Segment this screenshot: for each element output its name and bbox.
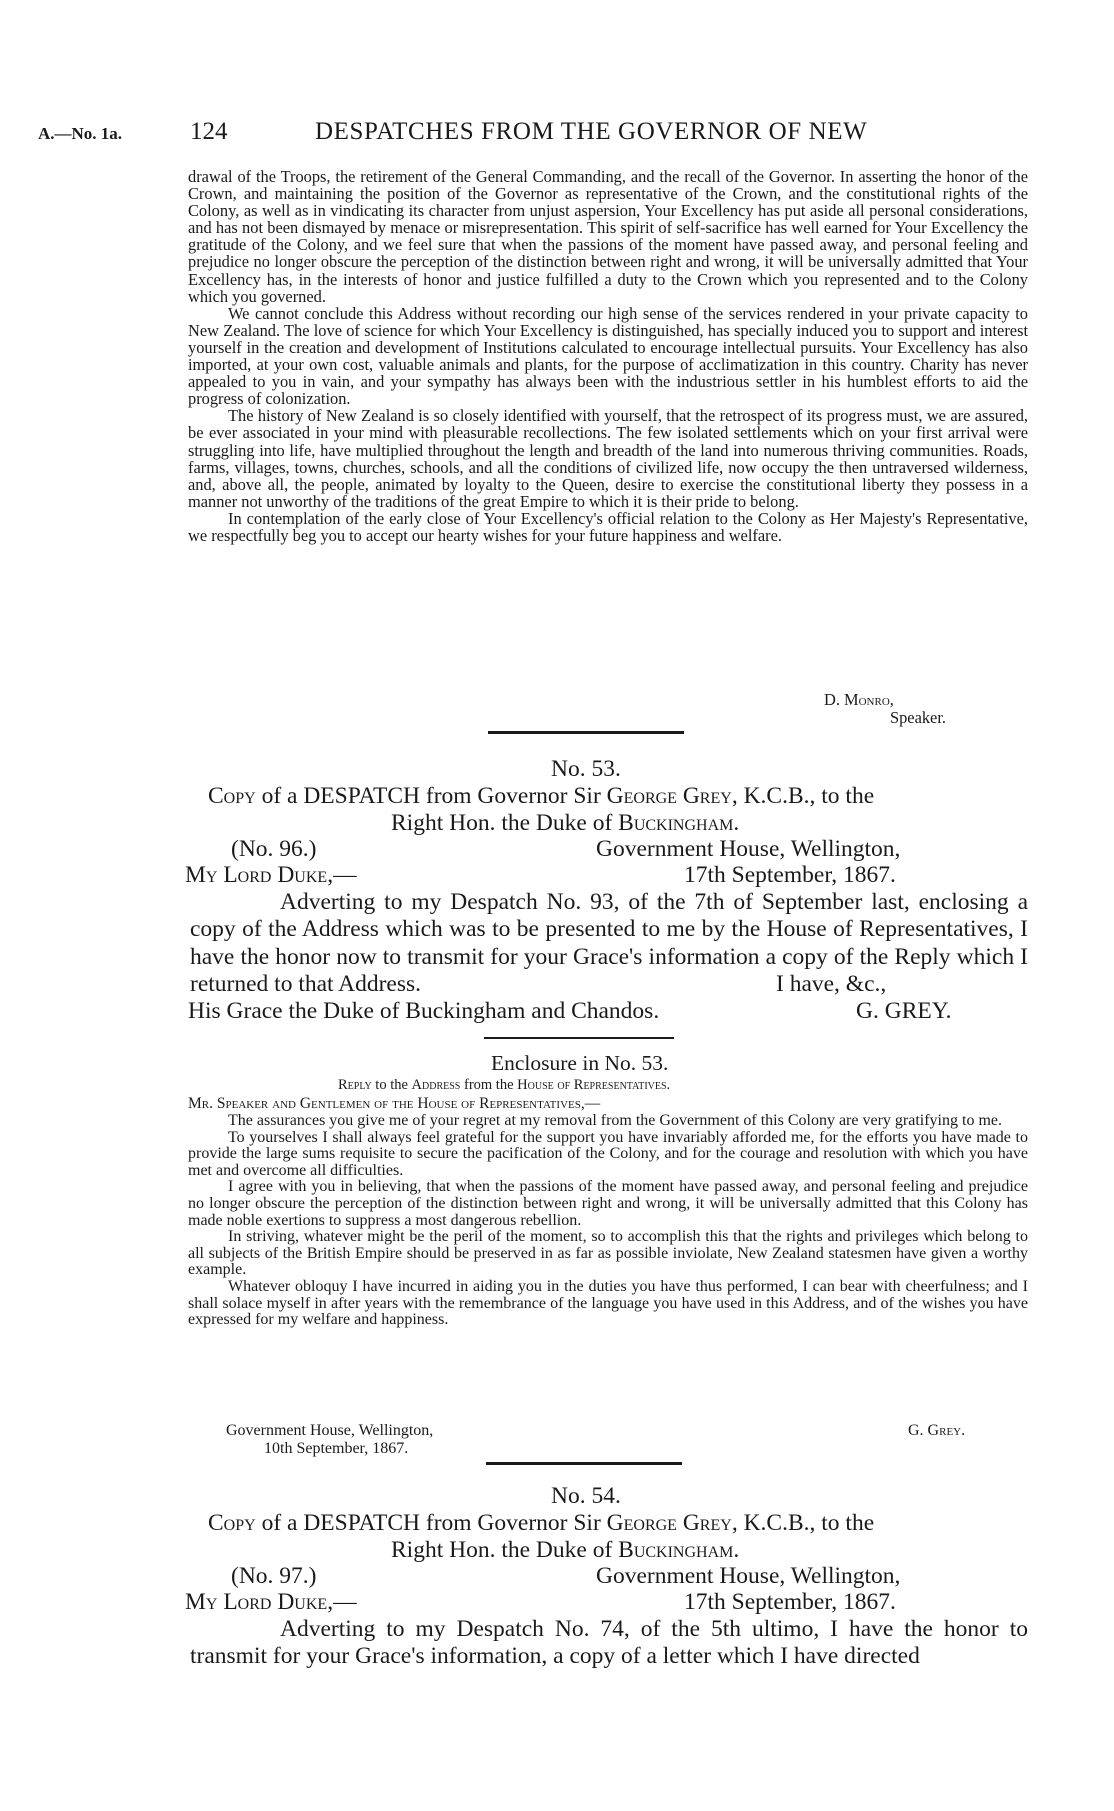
enclosure-text (188, 1113, 1028, 1329)
enclosure-paragraph: To yourselves I shall always feel grateful for the support you have invariably afforded me, for the efforts you have made to provide the large sums requisite to secure the pacification of the Colony, and for the courage and resolution with which you have met and overcome all difficulties. (188, 1128, 1028, 1179)
address-text (188, 168, 1028, 544)
despatch-body: Adverting to my Despatch No. 74, of the 5th ultimo, I have the honor to transmit for your Grace's information, a copy of a letter which I have directed (190, 1616, 1028, 1670)
document-reference: A.—No. 1a. (38, 124, 123, 143)
address-paragraph: We cannot conclude this Address without recording our high sense of the services rendered in your private capacity to New Zealand. The love of science for which Your Excellency is distinguished, has specially induced you to support and interest yourself in the creation and development of Institutions calculated to encourage intellectual pursuits. Your Excellency has also imported, at your own cost, valuable animals and plants, for the purpose of acclimatization in this country. Charity has never appealed to you in vain, and your sympathy has always been with the industrious settler in his humblest efforts to aid the progress of colonization. (188, 303, 1028, 409)
enclosure-date: 10th September, 1867. (264, 1440, 409, 1457)
address-signature: D. Monro, (824, 690, 894, 709)
despatch-closing: I have, &c., (776, 971, 887, 997)
despatch-body: Adverting to my Despatch No. 93, of the 7th of September last, enclosing a copy of the Address which was to be presented to me by the House of Representatives, I have the honor now to transmit for your Grace's information a copy of the Reply which I returned to that Address. (190, 889, 1028, 998)
despatch-reference: (No. 97.) (231, 1563, 317, 1589)
enclosure-paragraph: Whatever obloquy I have incurred in aiding you in the duties you have thus performed, I can bear with cheerfulness; and I shall solace myself in after years with the remembrance of the language you have used in this Address, and of the wishes you have expressed for my welfare and happiness. (188, 1277, 1028, 1329)
address-paragraph: drawal of the Troops, the retirement of the General Commanding, and the recall of the Governor. In asserting the honor of the Crown, and maintaining the position of the Governor as representative of the Crown, and the constitutional rights of the Colony, as well as in vindicating its character from unjust aspersion, Your Excellency has put aside all personal considerations, and has not been dismayed by menace or misrepresentation. This spirit of self-sacrifice has well earned for Your Excellency the gratitude of the Colony, and we feel sure that when the passions of the moment have passed away, and personal feeling and prejudice no longer obscure the perception of the distinction between right and wrong, it will be universally admitted that Your Excellency has, in the interests of honor and justice fulfilled a duty to the Crown which you represented and to the Colony which you governed. (188, 167, 1028, 306)
enclosure-title: Enclosure in No. 53. (491, 1051, 669, 1075)
despatch-salutation: My Lord Duke,— (185, 862, 357, 888)
despatch-addressee: His Grace the Duke of Buckingham and Chandos. (188, 998, 660, 1024)
enclosure-paragraph: I agree with you in believing, that when the passions of the moment have passed away, and personal feeling and prejudice no longer obscure the perception of the distinction between right and wrong, it will be universally admitted that this Colony has made noble exertions to suppress a most dangerous rebellion. (188, 1178, 1028, 1229)
despatch-place: Government House, Wellington, (596, 836, 901, 862)
enclosure-subtitle: Reply to the Address from the House of Representatives. (338, 1077, 671, 1093)
despatch-heading-line2: Right Hon. the Duke of Buckingham. (391, 810, 740, 836)
enclosure-paragraph: In striving, whatever might be the peril of the moment, so to accomplish this that the rights and privileges which belong to all subjects of the British Empire should be preserved in as far as possible inviolate, New Zealand statesmen have given a worthy example. (188, 1228, 1028, 1279)
despatch-number: No. 54. (551, 1483, 621, 1509)
despatch-salutation: My Lord Duke,— (185, 1589, 357, 1615)
enclosure-paragraph: The assurances you give me of your regret at my removal from the Government of this Colony are very gratifying to me. (228, 1112, 1002, 1129)
address-paragraph: In contemplation of the early close of Your Excellency's official relation to the Colony as Her Majesty's Representative, we respectfully beg you to accept our hearty wishes for your future happiness and welfare. (188, 508, 1028, 545)
addressee-name: Buckingham (618, 1537, 734, 1563)
enclosure-signature: G. Grey. (908, 1422, 966, 1439)
despatch-heading-line2: Right Hon. the Duke of Buckingham. (391, 1537, 740, 1563)
despatch-place: Government House, Wellington, (596, 1563, 901, 1589)
section-divider (486, 1462, 682, 1465)
addressee-name: Buckingham (618, 810, 734, 836)
address-signature-role: Speaker. (890, 708, 946, 727)
enclosure-place: Government House, Wellington, (226, 1422, 434, 1439)
despatch-reference: (No. 96.) (231, 836, 317, 862)
section-divider (488, 731, 684, 734)
enclosure-salutation: Mr. Speaker and Gentlemen of the House of Representatives,— (188, 1095, 601, 1112)
address-paragraph: The history of New Zealand is so closely identified with yourself, that the retrospect of its progress must, we are assured, be ever associated in your mind with pleasurable recollections. The few isolated settlements which on your first arrival were struggling into life, have multiplied throughout the length and breadth of the land into numerous thriving communities. Roads, farms, villages, towns, churches, schools, and all the conditions of civilized life, now occupy the then untraversed wilderness, and, above all, the people, animated by loyalty to the Queen, desire to exercise the constitutional liberty they possess in a manner not unworthy of the traditions of the great Empire to which it is their pride to belong. (188, 406, 1028, 511)
despatch-signature: G. GREY. (856, 998, 952, 1024)
governor-name: George Grey (606, 1510, 732, 1536)
despatch-date: 17th September, 1867. (684, 862, 896, 888)
running-title: DESPATCHES FROM THE GOVERNOR OF NEW (315, 118, 868, 145)
section-divider (484, 1037, 674, 1039)
despatch-number: No. 53. (551, 756, 621, 782)
page-number: 124 (190, 118, 228, 145)
running-head (38, 118, 1058, 148)
governor-name: George Grey (606, 783, 732, 809)
despatch-heading: Copy of a DESPATCH from Governor Sir George Grey, K.C.B., to the (208, 783, 875, 809)
despatch-date: 17th September, 1867. (684, 1589, 896, 1615)
despatch-heading: Copy of a DESPATCH from Governor Sir George Grey, K.C.B., to the (208, 1510, 875, 1536)
